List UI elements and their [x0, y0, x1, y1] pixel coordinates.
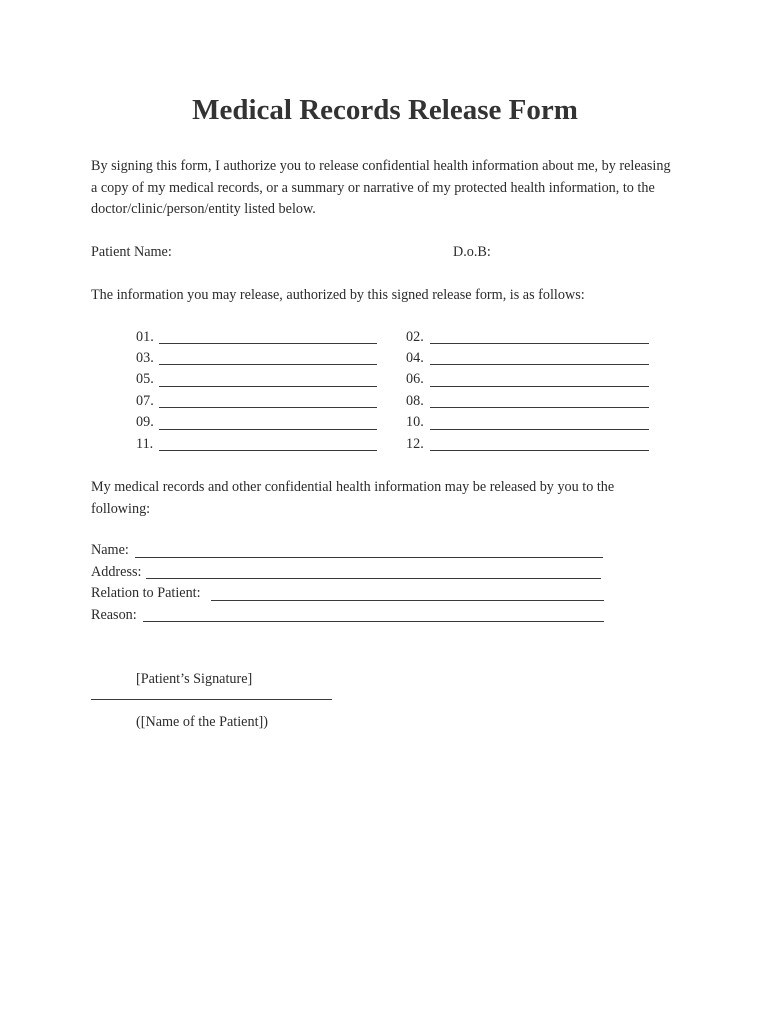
intro-paragraph: By signing this form, I authorize you to release confidential health information about me, by releasing a copy of my medical records, or a summary or narrative of my protected health information, to the doctor/clinic/person/entity listed below. — [91, 158, 671, 217]
release-item-line[interactable] — [430, 450, 649, 451]
signature-line[interactable] — [91, 699, 332, 700]
patient-name-placeholder: ([Name of the Patient]) — [136, 714, 268, 730]
release-item-number: 05. — [136, 371, 154, 387]
release-item-number: 09. — [136, 414, 154, 430]
recipient-address-label: Address: — [91, 564, 142, 580]
signature-label: [Patient’s Signature] — [136, 671, 253, 687]
release-item-line[interactable] — [159, 364, 377, 365]
release-item-line[interactable] — [430, 407, 649, 408]
relation-field[interactable] — [211, 600, 604, 601]
recipient-name-label: Name: — [91, 542, 129, 558]
release-item-line[interactable] — [430, 429, 649, 430]
relation-label: Relation to Patient: — [91, 585, 201, 601]
page-title: Medical Records Release Form — [192, 94, 578, 126]
recipient-name-field[interactable] — [135, 557, 603, 558]
reason-label: Reason: — [91, 607, 137, 623]
release-item-line[interactable] — [159, 429, 377, 430]
release-intro: The information you may release, authorized by this signed release form, is as follows: — [91, 287, 585, 303]
release-item-number: 12. — [406, 436, 424, 452]
release-item-number: 10. — [406, 414, 424, 430]
release-item-line[interactable] — [430, 343, 649, 344]
release-item-line[interactable] — [159, 386, 377, 387]
release-item-line[interactable] — [430, 364, 649, 365]
release-item-number: 04. — [406, 350, 424, 366]
release-item-number: 06. — [406, 371, 424, 387]
release-item-line[interactable] — [159, 450, 377, 451]
release-item-number: 07. — [136, 393, 154, 409]
release-item-number: 08. — [406, 393, 424, 409]
release-item-line[interactable] — [430, 386, 649, 387]
release-item-number: 02. — [406, 329, 424, 345]
release-item-line[interactable] — [159, 343, 377, 344]
release-item-number: 11. — [136, 436, 154, 452]
release-item-number: 03. — [136, 350, 154, 366]
reason-field[interactable] — [143, 621, 604, 622]
recipient-address-field[interactable] — [146, 578, 601, 579]
release-item-line[interactable] — [159, 407, 377, 408]
recipient-intro: My medical records and other confidential health information may be released by you to the following: — [91, 479, 615, 517]
patient-name-label: Patient Name: — [91, 244, 172, 260]
dob-label: D.o.B: — [453, 244, 491, 260]
release-item-number: 01. — [136, 329, 154, 345]
